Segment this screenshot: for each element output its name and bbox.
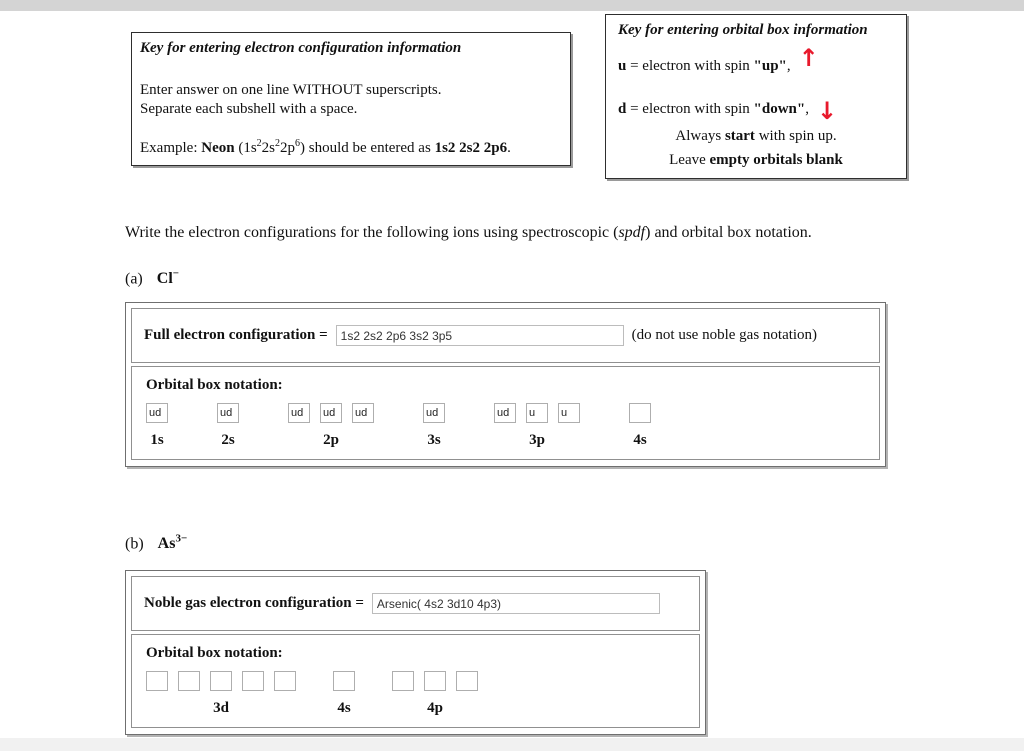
orbital-cell-3p-3[interactable] bbox=[558, 403, 580, 423]
part-a-orbital-panel bbox=[131, 366, 880, 460]
part-b-config-label: Noble gas electron configuration = bbox=[144, 595, 364, 611]
spin-down-symbol: d bbox=[618, 101, 627, 117]
part-b-ion-charge: 3− bbox=[175, 533, 188, 545]
example-part: 2s bbox=[261, 140, 276, 156]
example-prefix: Example: bbox=[140, 140, 202, 156]
key-config-title: Key for entering electron configuration information bbox=[140, 40, 462, 56]
orbital-cell-3d-2[interactable] bbox=[178, 671, 200, 691]
orbital-cell-3d-3[interactable] bbox=[210, 671, 232, 691]
orbital-cell-3s-1[interactable] bbox=[423, 403, 445, 423]
key-orbital-title: Key for entering orbital box information bbox=[618, 22, 868, 38]
orbital-cell-4s-b-1[interactable] bbox=[333, 671, 355, 691]
part-b-ion bbox=[158, 535, 188, 552]
part-b-orbital-title: Orbital box notation: bbox=[146, 645, 283, 661]
line3-pre: Always bbox=[675, 128, 725, 144]
spin-up-line bbox=[618, 44, 894, 75]
spin-up-symbol: u bbox=[618, 58, 627, 74]
part-a-orbital-title: Orbital box notation: bbox=[146, 377, 283, 393]
orbital-group-3p bbox=[494, 403, 580, 449]
instruction-part: ) and orbital box notation. bbox=[645, 224, 812, 241]
example-element: Neon bbox=[201, 140, 235, 156]
instruction-italic: spdf bbox=[618, 224, 646, 241]
key-electron-config-box bbox=[131, 32, 571, 166]
orbital-group-4p bbox=[392, 671, 478, 717]
example-part: ) should be entered as bbox=[300, 140, 435, 156]
orbital-cell-3p-1[interactable] bbox=[494, 403, 516, 423]
orbital-group-label: 3d bbox=[213, 700, 229, 716]
example-sup: 6 bbox=[295, 138, 301, 149]
orbital-group-label: 3p bbox=[529, 432, 545, 448]
orbital-cell-3d-4[interactable] bbox=[242, 671, 264, 691]
spin-up-comma: , bbox=[786, 58, 791, 74]
orbital-group-label: 3s bbox=[427, 432, 441, 448]
part-b-ion-symbol: As bbox=[157, 535, 176, 553]
example-sup: 2 bbox=[256, 138, 262, 149]
spin-down-comma: , bbox=[805, 101, 809, 117]
key-config-line2: Separate each subshell with a space. bbox=[140, 101, 358, 117]
orbital-cell-2s-1[interactable] bbox=[217, 403, 239, 423]
part-b-config-input[interactable] bbox=[372, 593, 660, 614]
part-a-config-note: (do not use noble gas notation) bbox=[631, 327, 818, 343]
orbital-group-3d bbox=[146, 671, 296, 717]
orbital-cell-4p-1[interactable] bbox=[392, 671, 414, 691]
part-b-answer-box bbox=[125, 570, 706, 735]
top-border-strip bbox=[0, 0, 1024, 11]
instruction-part: Write the electron configurations for the following ions using spectroscopic ( bbox=[125, 224, 619, 241]
orbital-group-1s bbox=[146, 403, 168, 449]
key-orbital-line3 bbox=[618, 124, 894, 148]
orbital-cell-4s-1[interactable] bbox=[629, 403, 651, 423]
spin-down-quoted: "down" bbox=[753, 101, 806, 117]
line3-bold: start bbox=[724, 128, 755, 144]
orbital-cell-2p-3[interactable] bbox=[352, 403, 374, 423]
part-a-answer-box bbox=[125, 302, 886, 467]
part-a-config-input[interactable] bbox=[336, 325, 624, 346]
key-orbital-box bbox=[605, 14, 907, 179]
example-part: (1s bbox=[234, 140, 257, 156]
spin-down-text: = electron with spin bbox=[626, 101, 754, 117]
line4-pre: Leave bbox=[669, 152, 710, 168]
orbital-group-label: 1s bbox=[150, 432, 164, 448]
spin-down-line bbox=[618, 96, 894, 125]
part-a-ion bbox=[157, 270, 179, 287]
key-config-line1: Enter answer on one line WITHOUT superscripts. bbox=[140, 82, 442, 98]
spin-up-text: = electron with spin bbox=[626, 58, 754, 74]
orbital-cell-3p-2[interactable] bbox=[526, 403, 548, 423]
part-b-label: (b) bbox=[125, 535, 144, 553]
example-suffix: . bbox=[507, 140, 511, 156]
orbital-group-label: 2s bbox=[221, 432, 235, 448]
part-a-label: (a) bbox=[125, 270, 143, 288]
orbital-group-2p bbox=[288, 403, 374, 449]
question-instruction bbox=[125, 224, 905, 242]
part-b-heading bbox=[125, 533, 187, 553]
orbital-group-label: 4s bbox=[337, 700, 351, 716]
orbital-cell-2p-1[interactable] bbox=[288, 403, 310, 423]
bottom-border-strip bbox=[0, 738, 1024, 751]
part-a-orbital-row bbox=[146, 403, 867, 449]
orbital-cell-4p-2[interactable] bbox=[424, 671, 446, 691]
part-a-heading bbox=[125, 268, 179, 288]
part-a-config-panel bbox=[131, 308, 880, 363]
orbital-group-4s-b bbox=[333, 671, 355, 717]
key-config-example bbox=[140, 138, 562, 157]
key-orbital-line4 bbox=[618, 148, 894, 172]
orbital-cell-4p-3[interactable] bbox=[456, 671, 478, 691]
part-a-config-label: Full electron configuration = bbox=[144, 327, 328, 343]
orbital-group-label: 4s bbox=[633, 432, 647, 448]
example-sup: 2 bbox=[275, 138, 281, 149]
part-b-orbital-row bbox=[146, 671, 687, 717]
orbital-group-label: 4p bbox=[427, 700, 443, 716]
orbital-cell-3d-1[interactable] bbox=[146, 671, 168, 691]
orbital-group-2s bbox=[217, 403, 239, 449]
spin-up-arrow-icon: ↑ bbox=[798, 44, 819, 72]
line3-post: with spin up. bbox=[754, 128, 837, 144]
orbital-cell-1s-1[interactable] bbox=[146, 403, 168, 423]
spin-up-quoted: "up" bbox=[753, 58, 787, 74]
example-answer: 1s2 2s2 2p6 bbox=[434, 140, 508, 156]
orbital-group-label: 2p bbox=[323, 432, 339, 448]
part-a-ion-charge: − bbox=[172, 268, 180, 280]
part-b-config-panel bbox=[131, 576, 700, 631]
part-a-ion-symbol: Cl bbox=[156, 270, 173, 288]
orbital-group-4s bbox=[629, 403, 651, 449]
orbital-cell-3d-5[interactable] bbox=[274, 671, 296, 691]
orbital-group-3s bbox=[423, 403, 445, 449]
spin-down-arrow-icon: ↓ bbox=[816, 97, 838, 125]
orbital-cell-2p-2[interactable] bbox=[320, 403, 342, 423]
example-part: 2p bbox=[280, 140, 296, 156]
part-b-orbital-panel bbox=[131, 634, 700, 728]
line4-bold: empty orbitals blank bbox=[709, 152, 843, 168]
